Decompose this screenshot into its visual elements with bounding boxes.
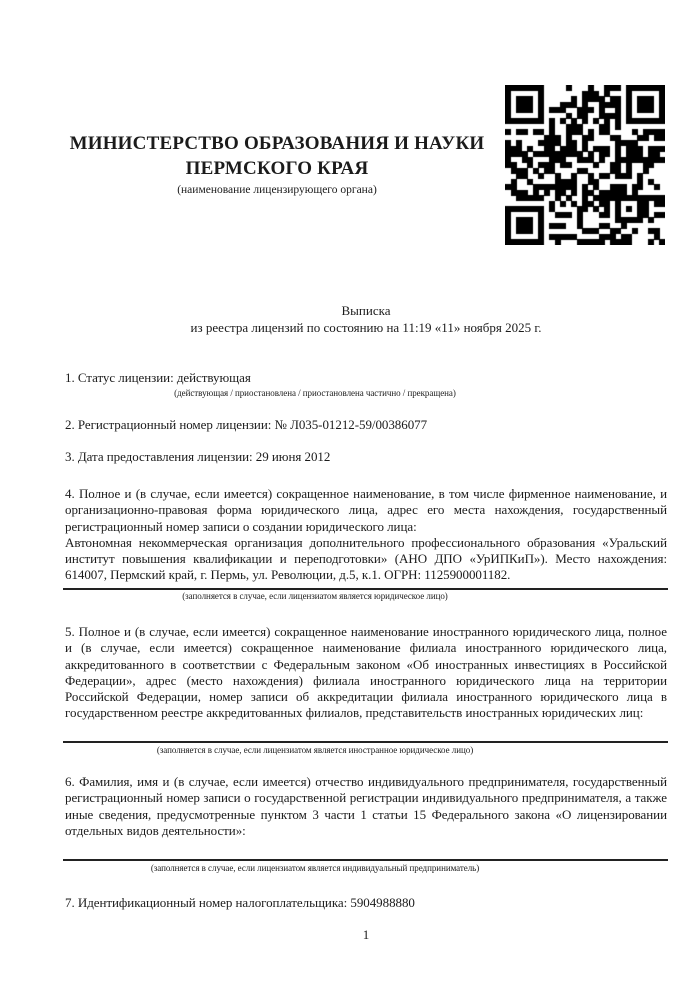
ministry-name-line2: ПЕРМСКОГО КРАЯ (185, 158, 369, 179)
legal-entity-value: Автономная некоммерческая организация дополнительного профессионального образования «Уральский институт повышения квалификации и переподготовки» (АНО ДПО «УрИПКиП»). Место нахождения: 614007, Пермский край, г. Пермь, ул. Революции, д.5, к.1. ОГРН: 1125900001182. (65, 534, 667, 583)
section-grant-date (65, 449, 667, 465)
legal-entity-caption: (заполняется в случае, если лицензиатом является юридическое лицо) (182, 590, 448, 601)
document-subtitle: из реестра лицензий по состоянию на 11:19 «11» ноября 2025 г. (190, 320, 542, 335)
foreign-entity-caption: (заполняется в случае, если лицензиатом является иностранное юридическое лицо) (156, 744, 474, 755)
legal-entity-label: 4. Полное и (в случае, если имеется) сокращенное наименование, в том числе фирменное наименование, и организационно-правовая форма юридического лица, адрес его места нахождения, государственный регистрационный номер записи о создании юридического лица: (65, 486, 667, 534)
page-number: 1 (362, 927, 370, 942)
section-registration-number (65, 417, 667, 433)
ministry-name-line1: МИНИСТЕРСТВО ОБРАЗОВАНИЯ И НАУКИ (69, 133, 485, 154)
individual-entrepreneur-label: 6. Фамилия, имя и (в случае, если имеется) отчество индивидуального предпринимателя, государственный регистрационный номер записи о государственной регистрации индивидуального предпринимателя, а также иные сведения, предусмотренные пунктом 3 части 1 статьи 15 Федерального закона «О лицензировании отдельных видов деятельности»: (65, 774, 667, 838)
individual-entrepreneur-caption: (заполняется в случае, если лицензиатом является индивидуальный предприниматель) (150, 863, 480, 874)
document-title-block (65, 302, 667, 336)
section-legal-entity (65, 486, 667, 602)
taxpayer-number-line: 7. Идентификационный номер налогоплательщика: 5904988880 (65, 895, 415, 910)
section-foreign-entity (65, 624, 667, 756)
fill-line-divider (63, 588, 668, 590)
status-options-caption: (действующая / приостановлена / приостановлена частично / прекращена) (174, 388, 456, 399)
qr-code-icon (505, 85, 665, 245)
license-status-line: 1. Статус лицензии: действующая (65, 370, 251, 385)
registration-number-line: 2. Регистрационный номер лицензии: № Л035-01212-59/00386077 (65, 417, 428, 432)
licensing-authority-header (55, 131, 499, 197)
grant-date-line: 3. Дата предоставления лицензии: 29 июня 2012 (65, 449, 331, 464)
section-license-status (65, 370, 667, 399)
document-title: Выписка (341, 303, 391, 318)
fill-line-divider (63, 859, 668, 861)
licensing-authority-caption: (наименование лицензирующего органа) (177, 184, 377, 196)
section-individual-entrepreneur (65, 774, 667, 874)
foreign-entity-label: 5. Полное и (в случае, если имеется) сокращенное наименование иностранного юридического лица, полное и (в случае, если имеется) сокращенное наименование филиала иностранного юридического лица, аккредитованного в соответствии с Федеральным законом «Об иностранных инвестициях в Российской Федерации», адрес (место нахождения) филиала иностранного юридического лица на территории Российской Федерации, номер записи об аккредитации филиала иностранного юридического лица в государственном реестре аккредитованных филиалов, представительств иностранных юридических лиц: (65, 624, 667, 721)
fill-line-divider (63, 741, 668, 743)
section-taxpayer-number (65, 895, 667, 911)
